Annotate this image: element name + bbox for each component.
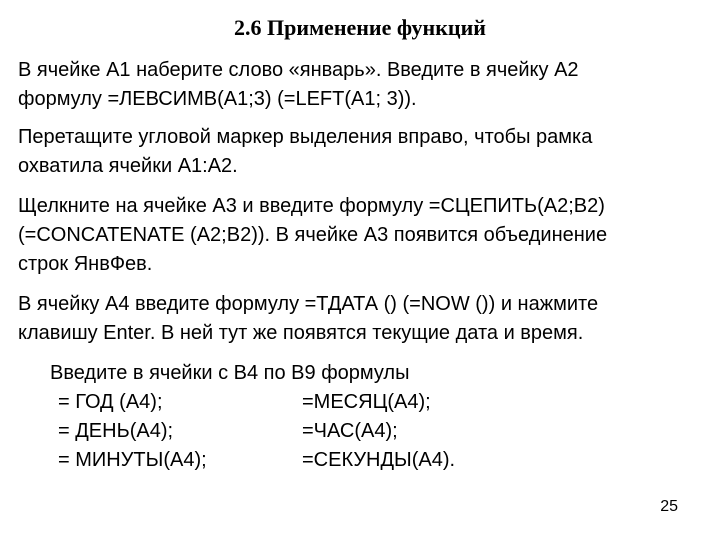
formula-row [50, 388, 431, 417]
formula-list [50, 359, 456, 475]
formula-list-intro: Введите в ячейки с В4 по В9 формулы [50, 362, 410, 384]
paragraph-line: строк ЯнвФев. [18, 253, 153, 275]
paragraph-line: клавишу Enter. В ней тут же появятся текущие дата и время. [18, 322, 584, 344]
formula-left: = МИНУТЫ(А4); [58, 449, 207, 471]
paragraph-line: В ячейку А4 введите формулу =ТДАТА () (=NOW ()) и нажмите [18, 293, 599, 315]
paragraph-enter-january [18, 56, 708, 114]
formula-left: = ДЕНЬ(А4); [58, 420, 174, 442]
formula-right: =МЕСЯЦ(А4); [302, 391, 431, 413]
paragraph-line: В ячейке А1 наберите слово «январь». Введите в ячейку А2 [18, 59, 579, 81]
formula-left: = ГОД (А4); [58, 391, 163, 413]
paragraph-line: формулу =ЛЕВСИМВ(A1;3) (=LEFT(A1; 3)). [18, 88, 417, 110]
formula-row [50, 446, 456, 475]
paragraph-concatenate [18, 192, 708, 279]
paragraph-drag-marker [18, 123, 708, 181]
paragraph-line: Щелкните на ячейке А3 и введите формулу =СЦЕПИТЬ(A2;B2) [18, 195, 605, 217]
formula-right: =ЧАС(А4); [302, 420, 398, 442]
formula-right: =СЕКУНДЫ(А4). [302, 449, 456, 471]
page-title: 2.6 Применение функций [234, 15, 486, 40]
page-number: 25 [660, 498, 678, 515]
paragraph-now-function [18, 290, 708, 348]
paragraph-line: Перетащите угловой маркер выделения вправо, чтобы рамка [18, 126, 593, 148]
paragraph-line: (=CONCATENATE (A2;B2)). В ячейке А3 появится объединение [18, 224, 608, 246]
paragraph-line: охватила ячейки А1:А2. [18, 155, 238, 177]
formula-row [50, 417, 409, 446]
